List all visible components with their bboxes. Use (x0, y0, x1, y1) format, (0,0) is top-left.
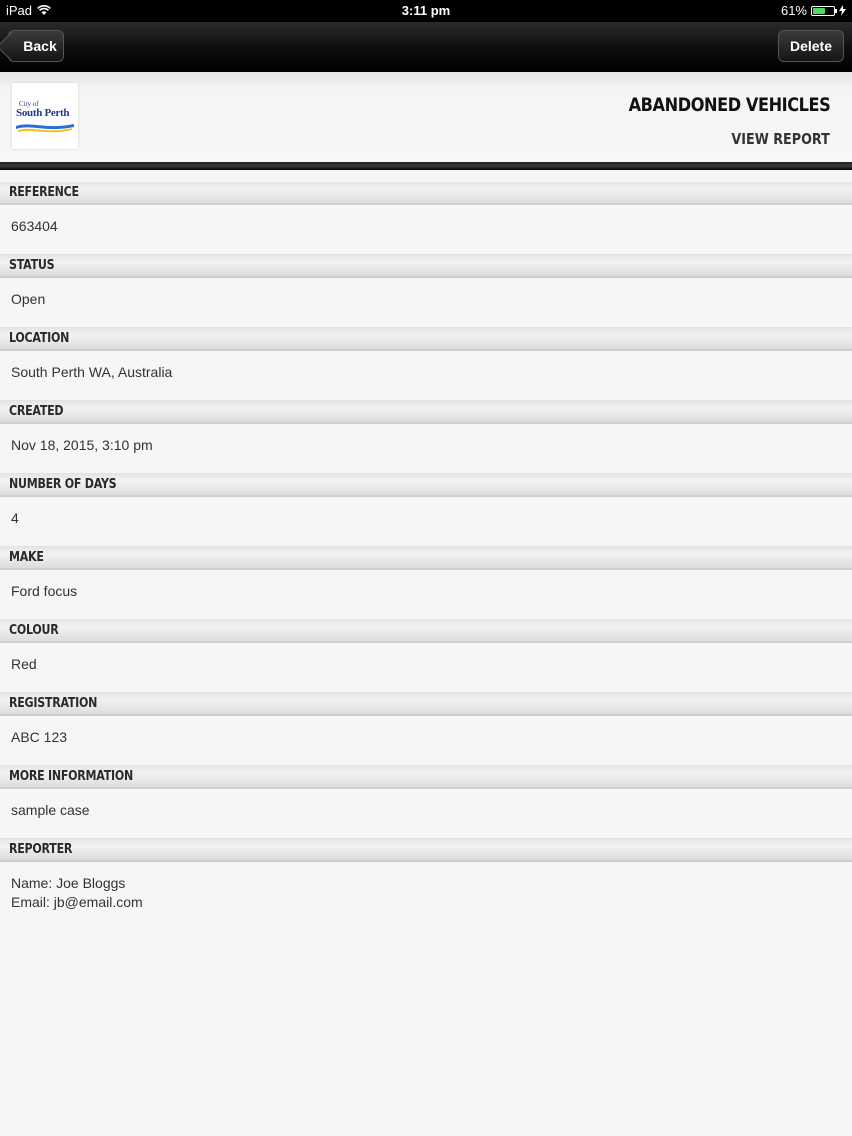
field-value-row (0, 643, 852, 693)
page-subtitle: VIEW REPORT (731, 130, 830, 148)
field-label: STATUS (9, 258, 55, 273)
field-value-row (0, 424, 852, 474)
clock: 3:11 pm (401, 3, 451, 18)
field-value-row (0, 351, 852, 401)
reporter-label: REPORTER (9, 842, 73, 857)
navigation-bar (0, 22, 852, 72)
page-title: ABANDONED VEHICLES (628, 94, 830, 116)
field-label: MORE INFORMATION (9, 769, 134, 784)
carrier-label: iPad (6, 3, 33, 18)
city-of-south-perth-logo (12, 83, 78, 149)
back-button[interactable] (8, 30, 64, 62)
field-value-row (0, 789, 852, 839)
field-header (0, 620, 852, 643)
field-value-row (0, 278, 852, 328)
field-value: Open (11, 291, 46, 307)
report-details (0, 182, 852, 912)
reporter-email: Email: jb@email.com (11, 894, 143, 910)
field-value: Red (11, 656, 37, 672)
field-label: LOCATION (9, 331, 70, 346)
battery-percent: 61% (780, 3, 807, 18)
back-button-label: Back (23, 38, 57, 54)
report-header (0, 72, 852, 162)
battery-indicator (781, 3, 846, 18)
field-value-row (0, 716, 852, 766)
field-header (0, 547, 852, 570)
battery-fill (813, 8, 825, 14)
field-header (0, 474, 852, 497)
charging-bolt-icon (839, 5, 846, 16)
status-bar (0, 0, 852, 22)
field-value-row (0, 497, 852, 547)
field-value-row (0, 570, 852, 620)
field-header (0, 255, 852, 278)
field-header (0, 328, 852, 351)
reporter-details (0, 862, 852, 912)
field-value: South Perth WA, Australia (11, 364, 173, 380)
field-header (0, 693, 852, 716)
field-label: COLOUR (9, 623, 59, 638)
delete-button-label: Delete (789, 38, 833, 54)
logo-text-small: City of (19, 100, 39, 108)
field-value: Nov 18, 2015, 3:10 pm (11, 437, 153, 453)
field-header (0, 401, 852, 424)
reporter-header (0, 839, 852, 862)
battery-icon (811, 6, 835, 16)
field-label: NUMBER OF DAYS (9, 477, 117, 492)
field-value: 4 (11, 510, 19, 526)
logo-text: South Perth (16, 107, 70, 119)
reporter-name: Name: Joe Bloggs (11, 875, 126, 891)
field-label: MAKE (9, 550, 44, 565)
field-value: sample case (11, 802, 90, 818)
field-value: Ford focus (11, 583, 78, 599)
field-value: 663404 (11, 218, 58, 234)
field-header (0, 766, 852, 789)
field-label: REGISTRATION (9, 696, 98, 711)
logo-wave-icon (16, 121, 74, 135)
header-divider (0, 162, 852, 170)
field-value-row (0, 205, 852, 255)
field-label: REFERENCE (9, 185, 79, 200)
delete-button[interactable] (778, 30, 844, 62)
field-label: CREATED (9, 404, 64, 419)
field-header (0, 182, 852, 205)
field-value: ABC 123 (11, 729, 68, 745)
